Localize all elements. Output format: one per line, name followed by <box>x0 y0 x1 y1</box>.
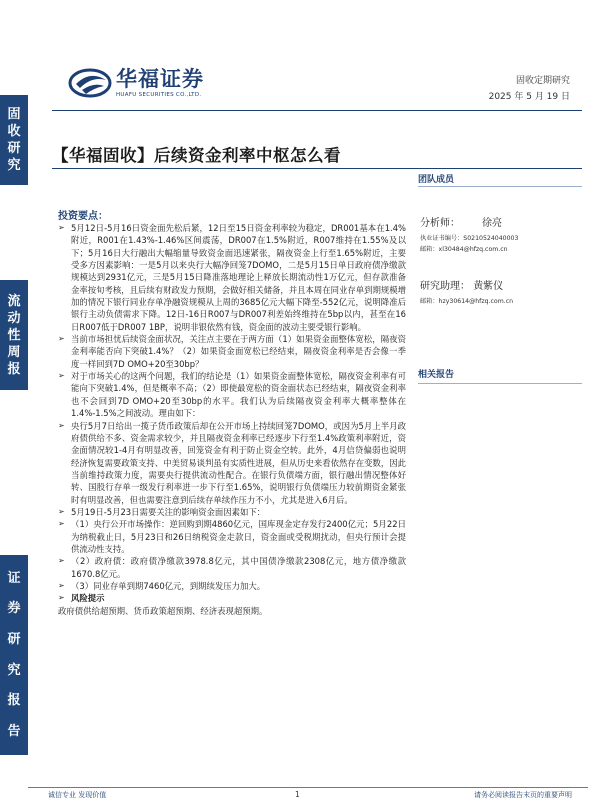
team-heading: 团队成员 <box>418 175 455 185</box>
list-item: ➢ 央行5月7日给出一揽子货币政策后却在公开市场上持续回笼7DOMO，或因为5月上半月政府债供给不多、资金需求较少，并且隔夜资金利率已经逐步下行至1.4%政策利率附近，资金面情况较1-4月有明显改善，回笼资金有利于防止资金空转。此外，4月信贷偏弱也说明经济恢复需要政策支持、中美贸易谈判虽有实质性进展，但从历史来看依然存在变数，因此当前维持政策力度，需要央行提供流动性配合。在银行负债端方面，银行融出情况整体好转、国股行存单一级发行利率进一步下行至1.65%，说明银行负债端压力较前期资金紧张时有明显改善，但也需要注意到后续存单续作压力不小，尤其是进入6月后。 <box>58 420 406 505</box>
footer-slogan: 诚信专业 发现价值 <box>48 791 107 799</box>
bullet-arrow-icon: ➢ <box>58 371 65 381</box>
list-item: ➢ 对于市场关心的这两个问题，我们的结论是（1）如果资金面整体宽松，隔夜资金利率有可能向下突破1.4%，但是概率不高；（2）即使最宽松的资金面状态已经结束，隔夜资金利率也不会回到7D OMO+20至30bp的水平。我们认为后续隔夜资金利率大概率整体在1.4%-1.5%之间波动。理由如下： <box>58 371 406 419</box>
bullet-arrow-icon: ➢ <box>58 593 65 603</box>
bullet-arrow-icon: ➢ <box>58 420 65 430</box>
footer-divider <box>28 787 588 788</box>
main-content <box>58 222 406 617</box>
related-reports-heading: 相关报告 <box>418 370 455 380</box>
assistant-name: 黄紫仪 <box>473 281 504 292</box>
sidebar-category-block: 固 收 研 究 <box>0 95 28 185</box>
bullet-arrow-icon: ➢ <box>58 556 65 566</box>
company-logo <box>68 68 204 98</box>
assistant-email[interactable]: 邮箱：hzy30614@hfzq.com.cn <box>420 298 514 305</box>
page-title: 【华福固收】后续资金利率中枢怎么看 <box>52 146 341 165</box>
risk-text: 政府债供给超预期、货币政策超预期、经济表现超预期。 <box>58 605 268 616</box>
header-meta <box>489 73 570 105</box>
team-divider <box>418 186 582 187</box>
analyst-cert: 执业证书编号：S0210524040003 <box>420 235 519 242</box>
title-divider <box>52 168 582 169</box>
list-item: ➢ （2）政府债：政府债净缴款3978.8亿元，其中国债净缴款2308亿元，地方债净缴款1670.8亿元。 <box>58 556 406 579</box>
analyst-role: 分析师： <box>420 218 460 229</box>
footer-disclaimer: 请务必阅读报告末页的重要声明 <box>474 791 572 799</box>
report-type: 固收定期研究 <box>515 76 570 86</box>
left-sidebar <box>0 0 28 800</box>
bullet-arrow-icon: ➢ <box>58 519 65 529</box>
bullet-arrow-icon: ➢ <box>58 223 65 232</box>
list-item: ➢ 当前市场担忧后续资金面状况，关注点主要在于两方面（1）如果资金面整体宽松，隔夜资金利率能否向下突破1.4%？（2）如果资金面宽松已经结束，隔夜资金利率是否会像一季度一样回到7D OMO+20至30bp？ <box>58 334 406 369</box>
investment-heading: 投资要点： <box>58 211 108 222</box>
list-item: ➢ （3）同业存单到期7460亿元，到期续发压力加大。 <box>58 580 266 591</box>
bullet-arrow-icon: ➢ <box>58 506 65 516</box>
bullet-arrow-icon: ➢ <box>58 580 65 590</box>
assistant-block <box>420 277 513 307</box>
list-item: ➢ （1）央行公开市场操作：逆回购到期4860亿元，国库现金定存发行2400亿元；5月22日为纳税截止日，5月23日和26日纳税资金走款日，资金面或受税期扰动，但央行预计会提供流动性支持。 <box>58 519 406 554</box>
report-date: 2025 年 5 月 19 日 <box>488 92 570 102</box>
list-item: ➢ 5月19日-5月23日需要关注的影响资金面因素如下： <box>58 506 266 517</box>
header-divider <box>52 110 582 111</box>
analyst-block <box>420 214 518 255</box>
related-divider <box>418 383 582 384</box>
huafu-logo-icon <box>68 68 112 98</box>
analyst-name: 徐亮 <box>482 218 502 229</box>
assistant-role: 研究助理： <box>420 281 470 292</box>
list-item: ➢ 5月12日-5月16日资金面先松后紧，12日至15日资金利率较为稳定，DR001基本在1.4%附近，R001在1.43%-1.46%区间震荡，DR007在1.5%附近，R007维持在1.55%及以下；5月16日大行融出大幅缩量导致资金面迅速紧张，隔夜资金上行至1.65%附近，主要受多方因素影响：一是5月以来央行大幅净回笼7DOMO，二是5月15日单日政府债净缴款规模达到2931亿元，三是5月15日降准落地理论上释放长期流动性1万亿元，但存款准备金率按旬考核，且后续有财政发力预期，会做好相关储备，并且本周在同业存单到期规模增加的情况下银行同业存单净融资规模从上周的3685亿元大幅下降至-552亿元，说明降准后银行主动负债需求下降。12日-16日R007与DR007利差始终维持在5bp以内，甚至在16日R007低于DR007 1BP，说明非银依然有钱，资金面的波动主要受银行影响。 <box>58 223 406 332</box>
page-number: 1 <box>295 790 300 799</box>
bullet-arrow-icon: ➢ <box>58 334 65 344</box>
analyst-email[interactable]: 邮箱：xl30484@hfzq.com.cn <box>420 246 508 253</box>
risk-heading: ➢ 风险提示 <box>58 593 105 604</box>
sidebar-securities-research-block: 证 券 研 究 报 告 <box>0 555 28 755</box>
sidebar-report-type-block: 流 动 性 周 报 <box>0 280 28 390</box>
logo-name-cn: 华福证券 <box>116 67 204 91</box>
logo-name-en: HUAFU SECURITIES CO.,LTD. <box>116 92 202 98</box>
